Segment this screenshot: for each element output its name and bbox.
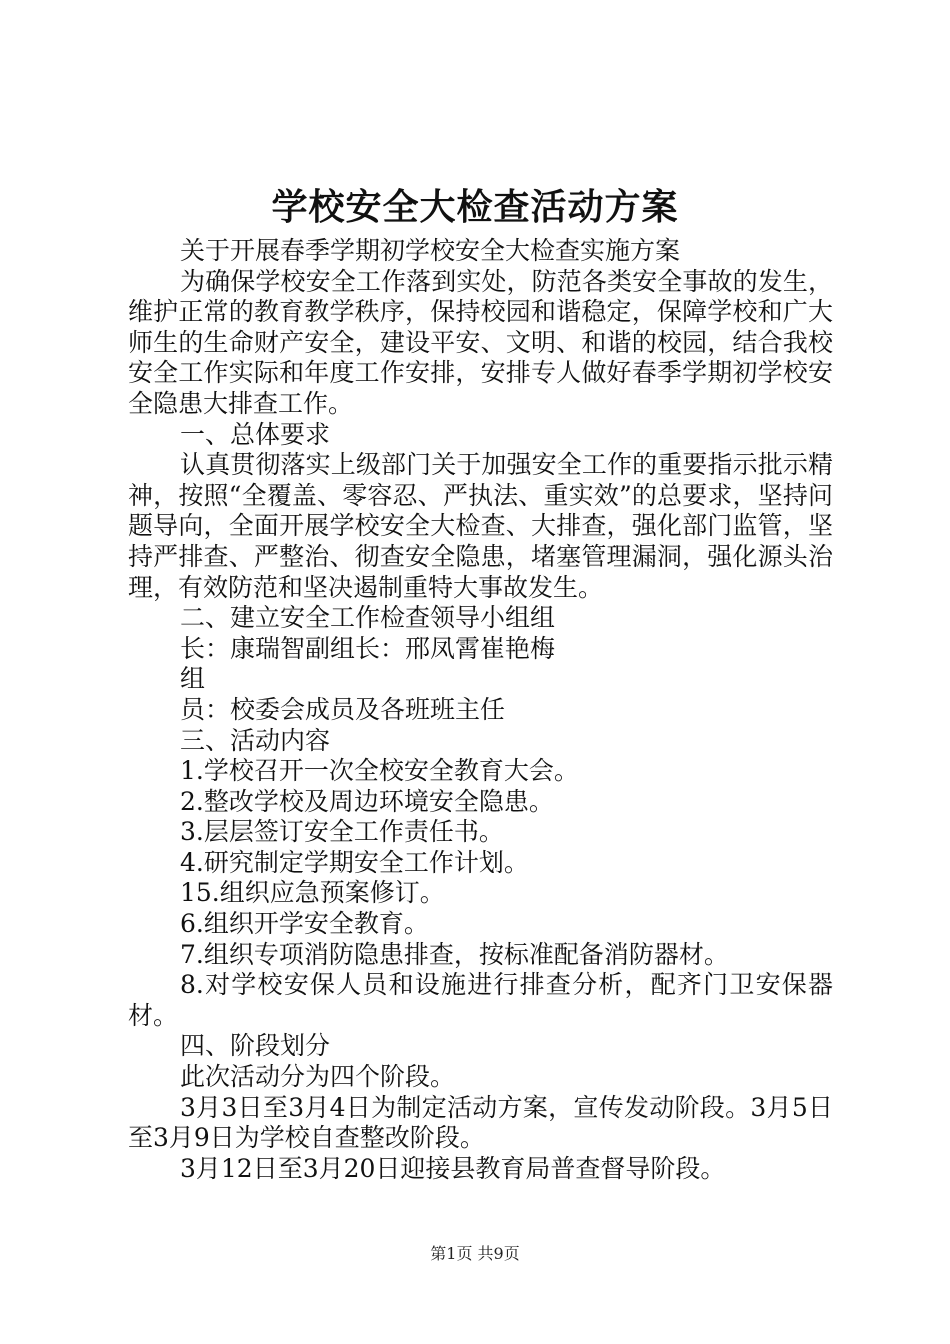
section-heading-2: 二、建立安全工作检查领导小组组 — [180, 603, 556, 633]
list-item: 2.整改学校及周边环境安全隐患。 — [180, 786, 554, 816]
list-item: 8.对学校安保人员和设施进行排查分析，配齐门卫安保器材。 — [128, 970, 833, 1030]
section-heading-3: 三、活动内容 — [180, 725, 331, 755]
paragraph-members: 员：校委会成员及各班班主任 — [180, 694, 506, 724]
document-title: 学校安全大检查活动方案 — [271, 186, 679, 228]
list-item: 1.学校召开一次全校安全教育大会。 — [180, 756, 579, 786]
paragraph-intro: 为确保学校安全工作落到实处，防范各类安全事故的发生，维护正常的教育教学秩序，保持校园和谐稳定，保障学校和广大师生的生命财产安全，建设平安、文明、和谐的校园，结合我校安全工作实际和年度工作安排，安排专人做好春季学期初学校安全隐患大排查工作。 — [128, 266, 833, 418]
document-body — [128, 236, 833, 1184]
paragraph-stages: 此次活动分为四个阶段。 — [180, 1062, 456, 1092]
list-item: 6.组织开学安全教育。 — [180, 909, 429, 939]
section-heading-4: 四、阶段划分 — [180, 1031, 331, 1061]
list-item: 3.层层签订安全工作责任书。 — [180, 817, 504, 847]
page-number: 第1页 共9页 — [430, 1244, 520, 1263]
paragraph-member-label: 组 — [180, 664, 206, 694]
section-heading-1: 一、总体要求 — [180, 419, 331, 449]
paragraph-subtitle: 关于开展春季学期初学校安全大检查实施方案 — [180, 236, 681, 265]
paragraph-stage-dates-2: 3月12日至3月20日迎接县教育局普查督导阶段。 — [180, 1153, 726, 1183]
list-item: 4.研究制定学期安全工作计划。 — [180, 847, 529, 877]
paragraph-stage-dates: 3月3日至3月4日为制定活动方案，宣传发动阶段。3月5日至3月9日为学校自查整改阶段。 — [128, 1092, 833, 1153]
paragraph-requirements: 认真贯彻落实上级部门关于加强安全工作的重要指示批示精神，按照“全覆盖、零容忍、严执法、重实效”的总要求，坚持问题导向，全面开展学校安全大检查、大排查，强化部门监管，坚持严排查、严整治、彻查安全隐患，堵塞管理漏洞，强化源头治理，有效防范和坚决遏制重特大事故发生。 — [128, 450, 833, 602]
paragraph-leader: 长：康瑞智副组长：邢凤霄崔艳梅 — [180, 633, 556, 663]
list-item: 15.组织应急预案修订。 — [180, 878, 445, 908]
list-item: 7.组织专项消防隐患排查，按标准配备消防器材。 — [180, 939, 729, 969]
